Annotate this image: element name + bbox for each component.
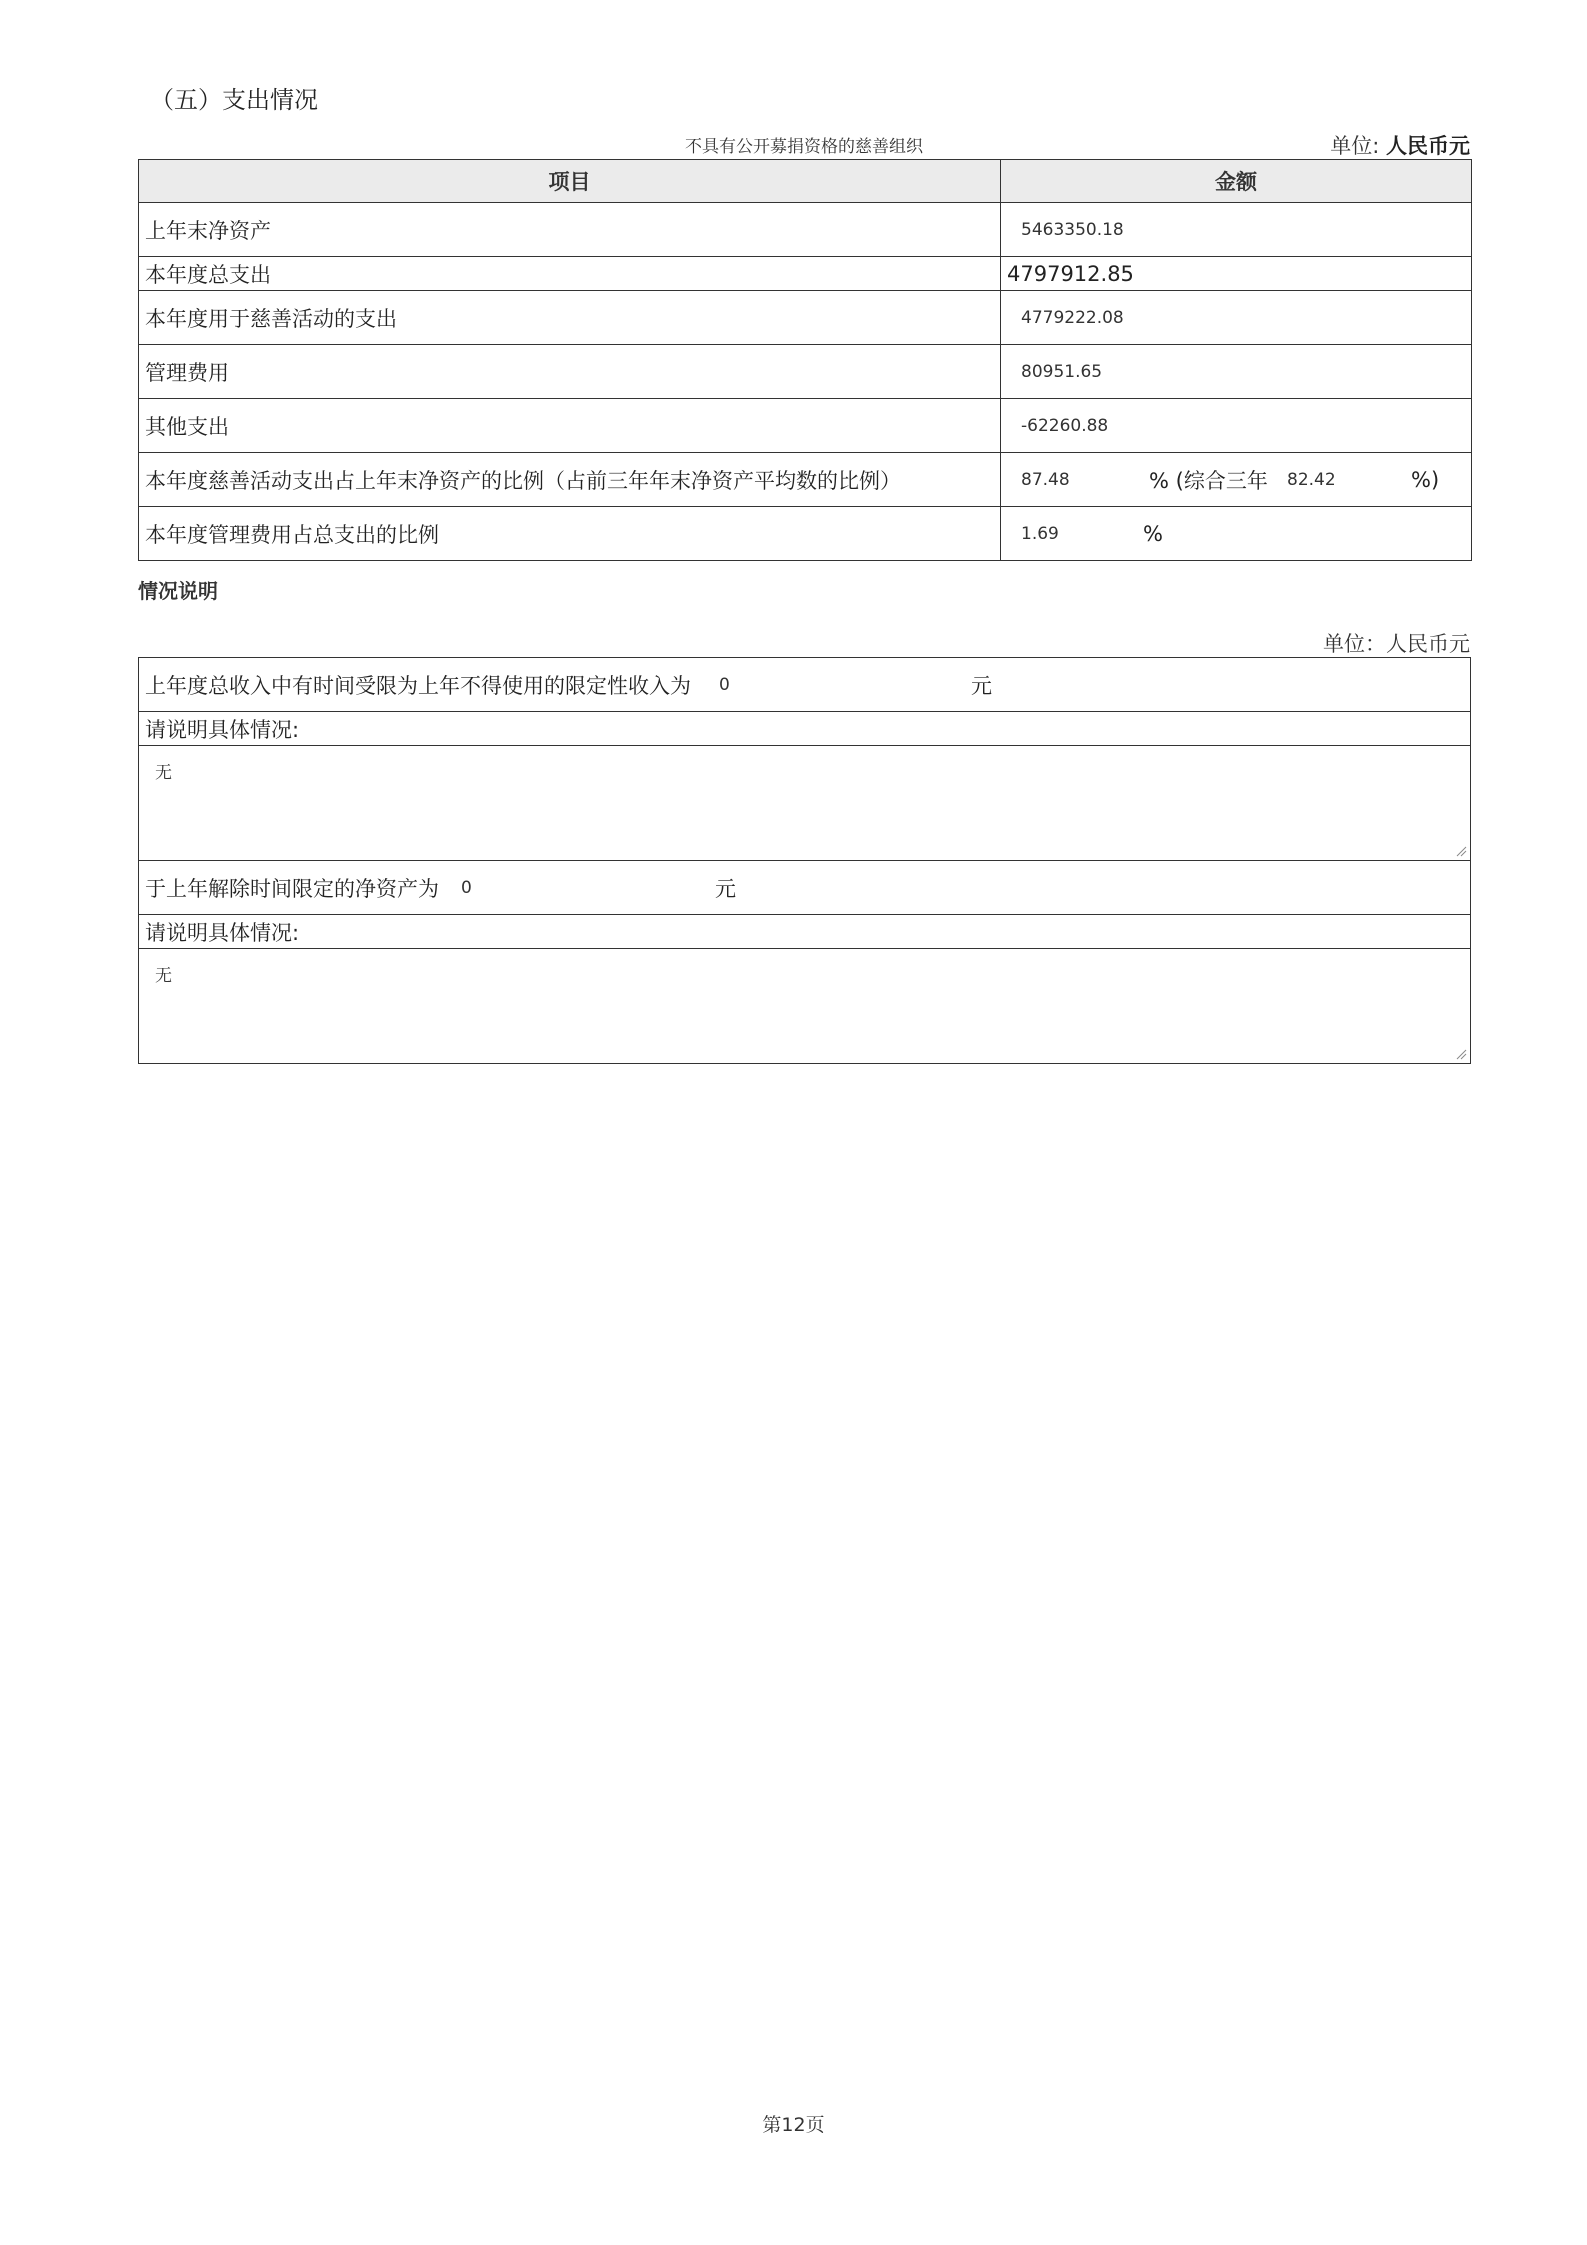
row-label: 上年末净资产: [139, 203, 1001, 257]
admin-expense-field[interactable]: 80951.65: [1001, 345, 1472, 399]
restricted-income-label: 上年度总收入中有时间受限为上年不得使用的限定性收入为: [145, 673, 691, 698]
charity-ratio-field[interactable]: 87.48: [1021, 469, 1070, 490]
explain-label-row: [139, 712, 1471, 746]
section-title: （五）支出情况: [150, 86, 318, 114]
resize-grip-icon[interactable]: [1455, 845, 1467, 857]
other-expense-field[interactable]: -62260.88: [1001, 399, 1472, 453]
header-amount: 金额: [1001, 160, 1472, 203]
table-row: [139, 453, 1472, 507]
restricted-income-unit: 元: [971, 673, 992, 698]
charity-ratio-cell: [1001, 453, 1472, 507]
admin-ratio-cell: [1001, 507, 1472, 561]
charity-expense-field[interactable]: 4779222.08: [1001, 291, 1472, 345]
notes-unit-label: 单位：人民币元: [1323, 632, 1470, 656]
released-assets-field[interactable]: 0: [461, 877, 472, 898]
explain-label-1: 请说明具体情况:: [139, 712, 1471, 746]
explain-text-1: 无: [155, 763, 172, 783]
unit-label: [1330, 130, 1470, 160]
charity-ratio-pct-label: % (综合三年: [1149, 468, 1268, 493]
row-label: 本年度慈善活动支出占上年末净资产的比例（占前三年年末净资产平均数的比例）: [139, 453, 1001, 507]
table-row: [139, 399, 1472, 453]
table-row: [139, 257, 1472, 291]
total-expense-field[interactable]: 4797912.85: [1001, 257, 1472, 291]
table-row: [139, 203, 1472, 257]
table-row: [139, 507, 1472, 561]
row-label: 本年度总支出: [139, 257, 1001, 291]
notes-title: 情况说明: [138, 579, 218, 603]
released-assets-cell: [139, 861, 1471, 915]
row-label: 本年度用于慈善活动的支出: [139, 291, 1001, 345]
notes-table: [138, 657, 1471, 1064]
page-number: 第12页: [762, 2114, 825, 2136]
explain-textarea-row: [139, 949, 1471, 1064]
unit-prefix: 单位:: [1330, 134, 1380, 158]
explain-text-2: 无: [155, 966, 172, 986]
admin-ratio-pct-label: %: [1143, 521, 1163, 546]
prev-net-assets-field[interactable]: 5463350.18: [1001, 203, 1472, 257]
three-year-ratio-pct-label: %): [1411, 467, 1440, 492]
explain-textarea-row: [139, 746, 1471, 861]
admin-ratio-field[interactable]: 1.69: [1021, 523, 1059, 544]
explain-label-row: [139, 915, 1471, 949]
table-row: [139, 345, 1472, 399]
released-assets-unit: 元: [715, 876, 736, 901]
released-assets-row: [139, 861, 1471, 915]
restricted-income-field[interactable]: 0: [719, 674, 730, 695]
restricted-income-row: [139, 658, 1471, 712]
three-year-ratio-field[interactable]: 82.42: [1287, 469, 1336, 490]
table-header-row: [139, 160, 1472, 203]
row-label: 本年度管理费用占总支出的比例: [139, 507, 1001, 561]
restricted-income-cell: [139, 658, 1471, 712]
unit-value: 人民币元: [1386, 134, 1470, 158]
table-row: [139, 291, 1472, 345]
released-assets-label: 于上年解除时间限定的净资产为: [145, 876, 439, 901]
expense-table: [138, 159, 1472, 561]
explain-textarea-2[interactable]: [139, 949, 1471, 1064]
org-type-label: 不具有公开募捐资格的慈善组织: [685, 137, 923, 157]
header-item: 项目: [139, 160, 1001, 203]
explain-textarea-1[interactable]: [139, 746, 1471, 861]
explain-label-2: 请说明具体情况:: [139, 915, 1471, 949]
row-label: 其他支出: [139, 399, 1001, 453]
table-subheader: [138, 128, 1470, 158]
resize-grip-icon[interactable]: [1455, 1048, 1467, 1060]
row-label: 管理费用: [139, 345, 1001, 399]
